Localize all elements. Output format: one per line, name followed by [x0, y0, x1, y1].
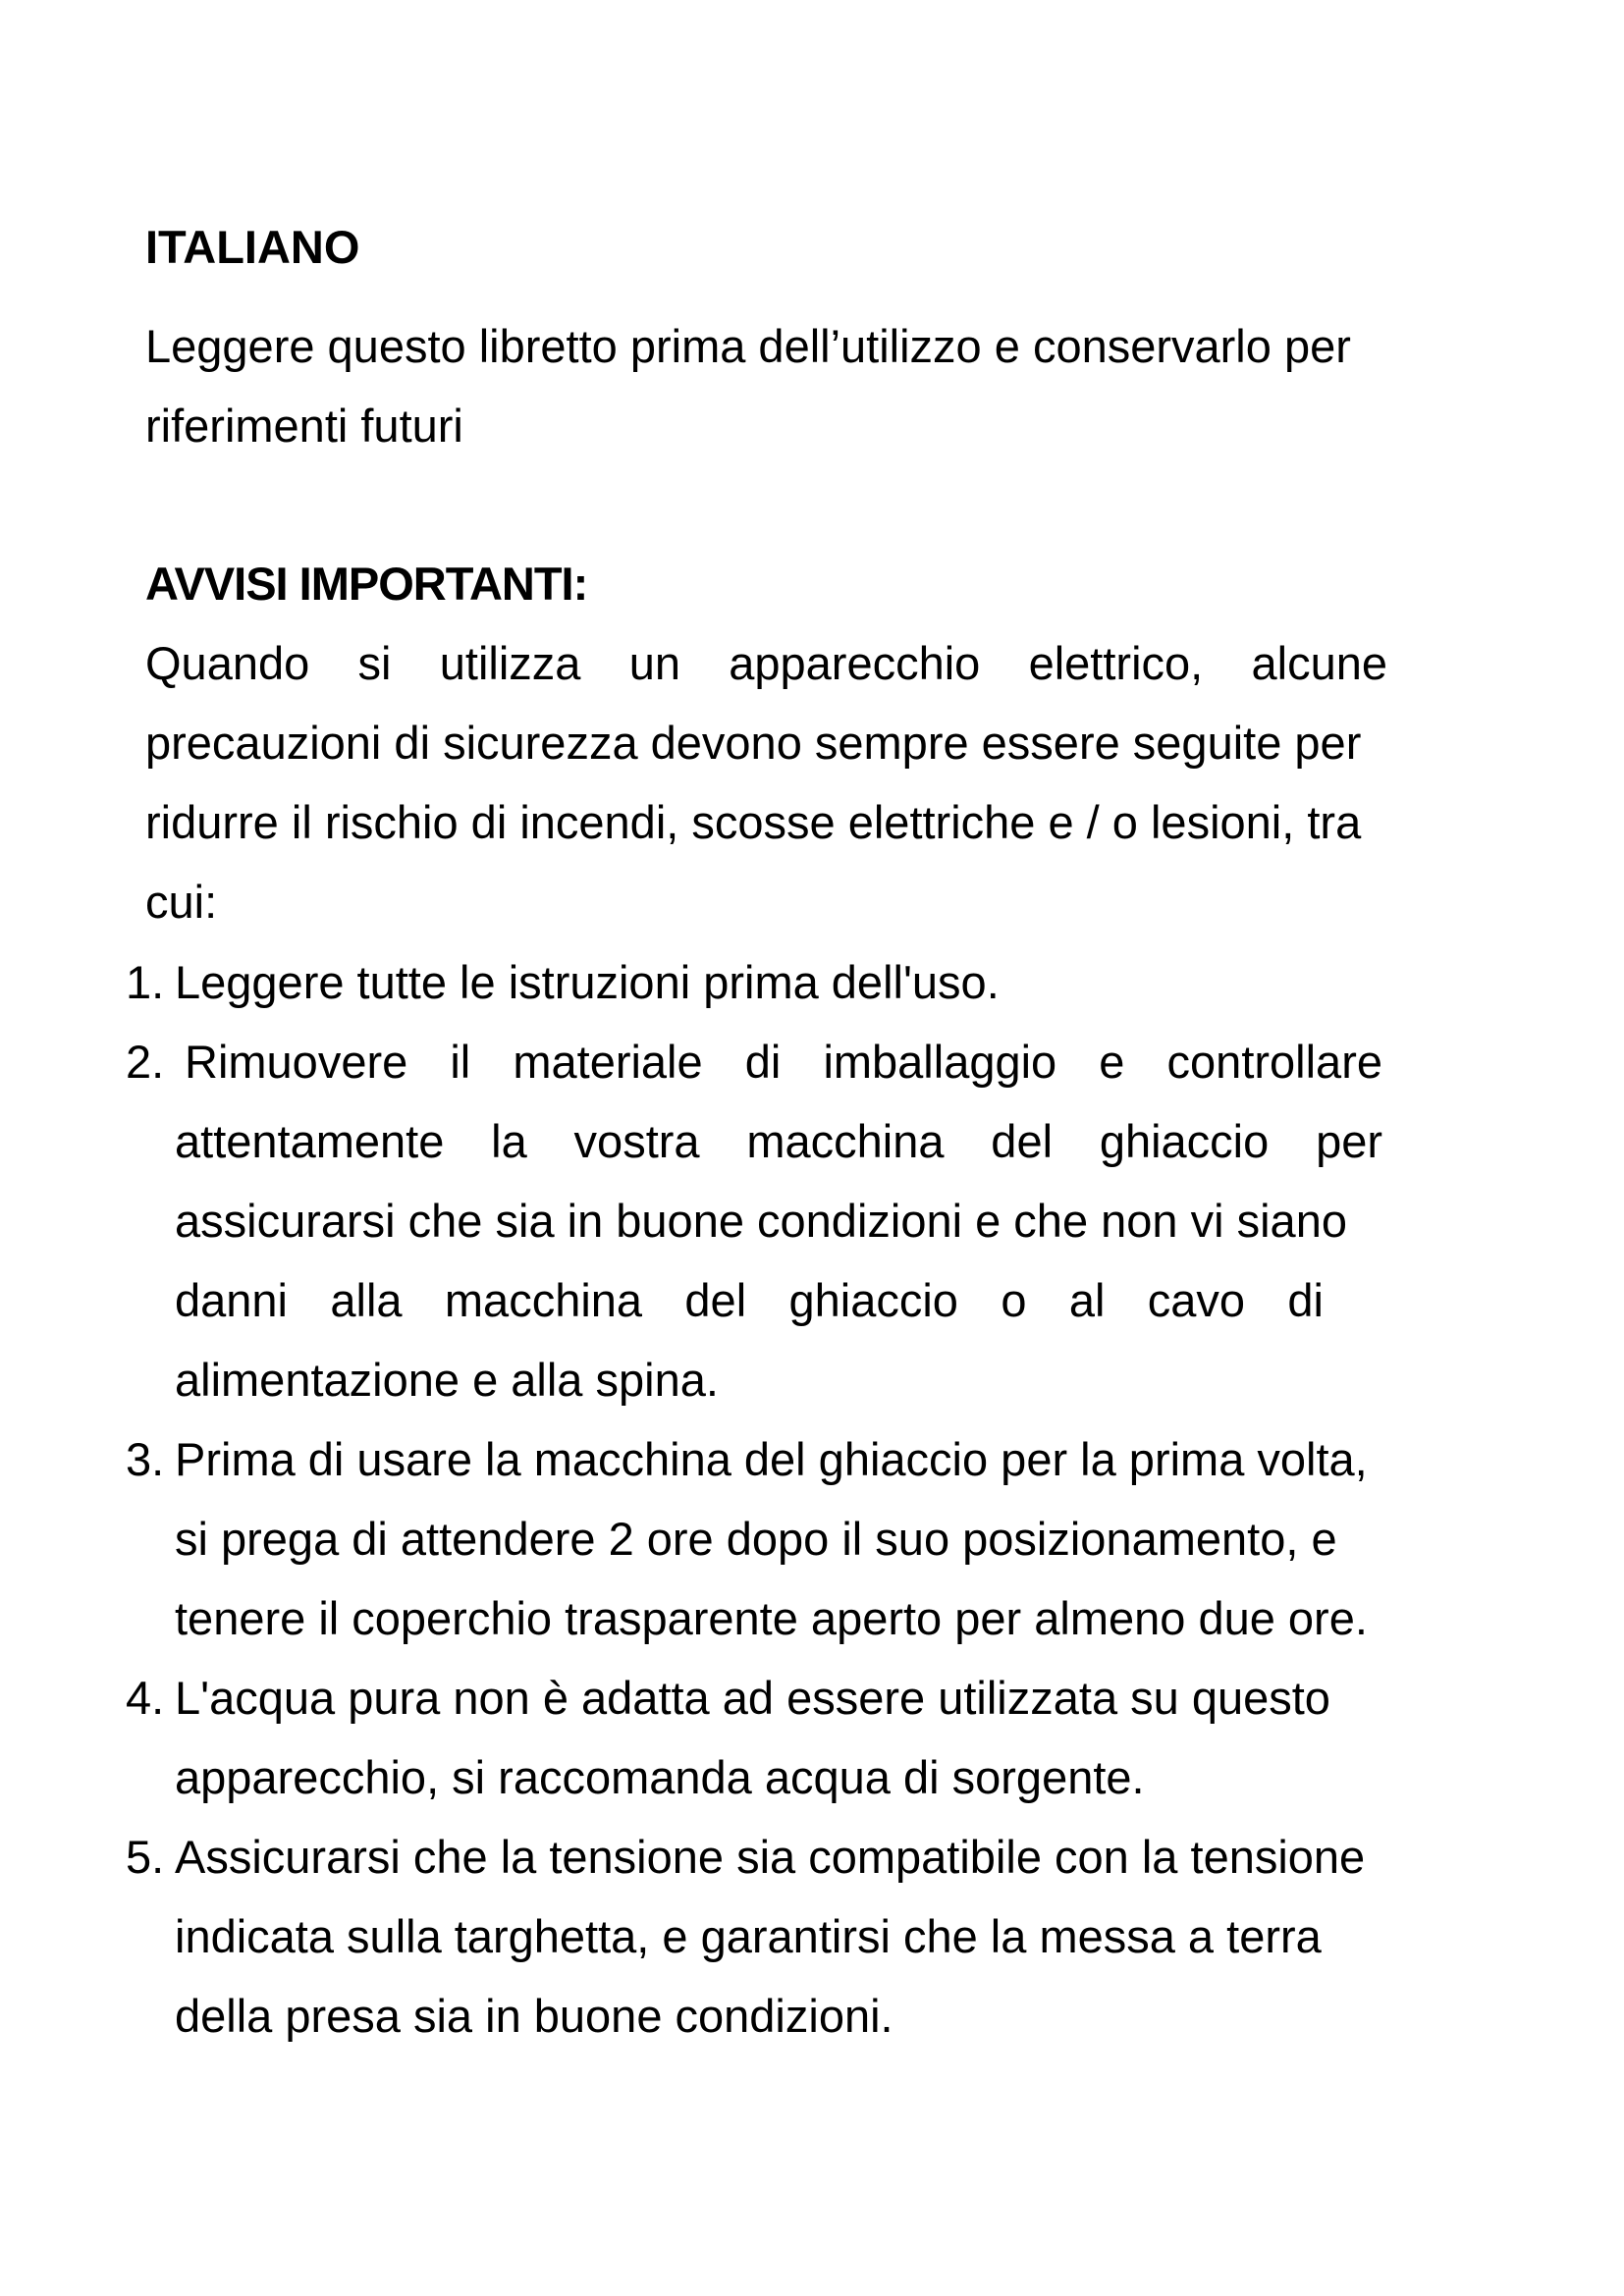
list-item-line: Rimuovere il materiale di imballaggio e controllare [185, 1036, 1382, 1088]
list-item-number: 3. [126, 1433, 165, 1485]
warnings-paragraph [145, 623, 1520, 941]
list-item-line: della presa sia in buone condizioni. [175, 1990, 893, 2042]
list-item-line: alimentazione e alla spina. [175, 1354, 719, 1406]
list-item-number: 4. [126, 1672, 165, 1724]
language-heading: ITALIANO [145, 221, 360, 273]
list-item [126, 942, 1530, 1022]
list-item [126, 1658, 1530, 1817]
list-item-line: danni alla macchina del ghiaccio o al cavo di [175, 1274, 1324, 1326]
intro-paragraph [145, 306, 1540, 465]
list-item-number: 1. [126, 956, 165, 1008]
list-item-number: 5. [126, 1831, 165, 1883]
intro-line: Leggere questo libretto prima dell’utilizzo e conservarlo per [145, 320, 1351, 372]
list-item-line: L'acqua pura non è adatta ad essere utilizzata su questo [175, 1672, 1330, 1724]
list-item-line: si prega di attendere 2 ore dopo il suo posizionamento, e [175, 1513, 1337, 1565]
list-item-line: Leggere tutte le istruzioni prima dell'uso. [175, 956, 1000, 1008]
intro-line: riferimenti futuri [145, 400, 463, 452]
list-item-line: apparecchio, si raccomanda acqua di sorgente. [175, 1751, 1145, 1803]
instructions-list [126, 942, 1530, 2056]
list-item-line: attentamente la vostra macchina del ghiaccio per [175, 1115, 1382, 1167]
list-item-line: Prima di usare la macchina del ghiaccio per la prima volta, [175, 1433, 1368, 1485]
warnings-heading: AVVISI IMPORTANTI: [145, 558, 588, 610]
warnings-line: cui: [145, 876, 218, 928]
list-item-line: Assicurarsi che la tensione sia compatibile con la tensione [175, 1831, 1366, 1883]
list-item-line: assicurarsi che sia in buone condizioni e che non vi siano [175, 1195, 1347, 1247]
list-item-number: 2. [126, 1036, 165, 1088]
warnings-line: ridurre il rischio di incendi, scosse elettriche e / o lesioni, tra [145, 796, 1362, 848]
list-item-line: tenere il coperchio trasparente aperto per almeno due ore. [175, 1592, 1368, 1644]
list-item-line: indicata sulla targhetta, e garantirsi che la messa a terra [175, 1910, 1322, 1962]
list-item [126, 1419, 1530, 1658]
list-item [126, 1022, 1530, 1419]
warnings-line: precauzioni di sicurezza devono sempre essere seguite per [145, 717, 1362, 769]
list-item [126, 1817, 1530, 2056]
warnings-line: Quando si utilizza un apparecchio elettrico, alcune [145, 637, 1387, 689]
